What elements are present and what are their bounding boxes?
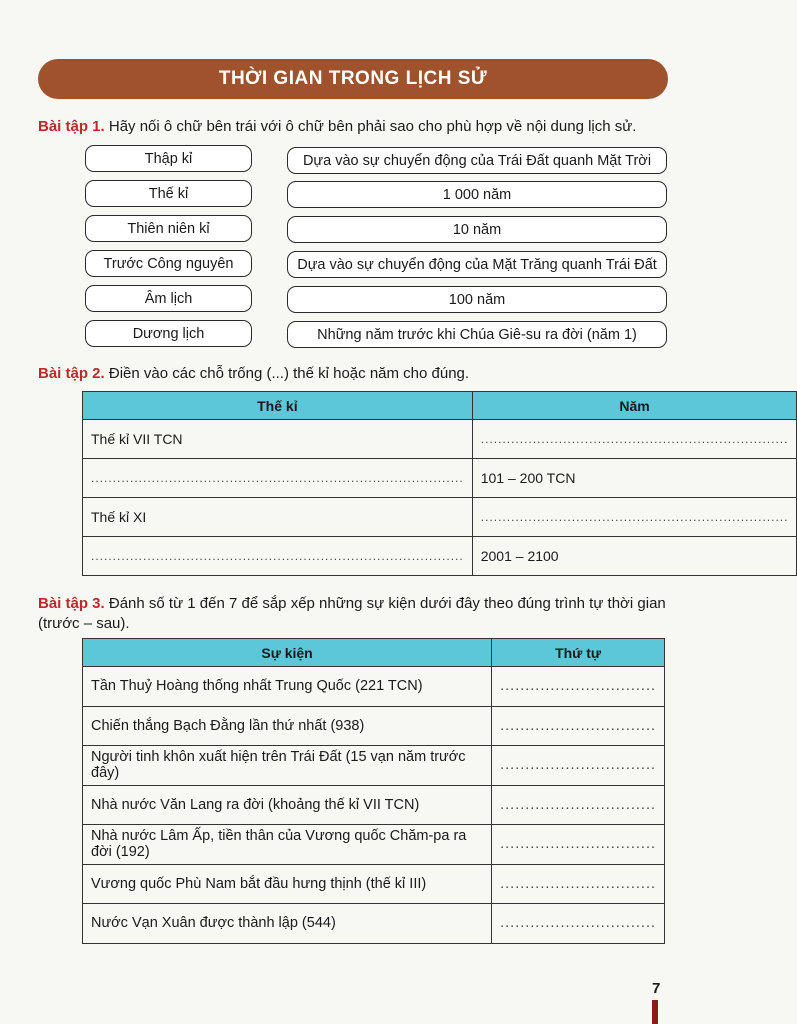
left-box-5[interactable]: Âm lịch — [85, 285, 252, 312]
left-box-4[interactable]: Trước Công nguyên — [85, 250, 252, 277]
right-box-3[interactable]: 10 năm — [287, 216, 667, 243]
exercise-1-text: Hãy nối ô chữ bên trái với ô chữ bên phải sao cho phù hợp về nội dung lịch sử. — [108, 118, 637, 135]
table-row — [83, 864, 665, 904]
table-row — [83, 825, 665, 865]
page-number: 7 — [652, 980, 661, 997]
right-box-1[interactable]: Dựa vào sự chuyển động của Trái Đất quanh Mặt Trời — [287, 147, 667, 174]
table-row — [83, 904, 665, 944]
order-blank[interactable]: ............................... — [492, 864, 665, 904]
table-row — [83, 746, 665, 786]
left-box-3[interactable]: Thiên niên kỉ — [85, 215, 252, 242]
exercise-3-heading — [38, 594, 678, 634]
left-box-6[interactable]: Dương lịch — [85, 320, 252, 347]
event-cell: Tần Thuỷ Hoàng thống nhất Trung Quốc (221 TCN) — [83, 667, 492, 707]
event-cell: Nhà nước Lâm Ấp, tiền thân của Vương quốc Chăm-pa ra đời (192) — [83, 825, 492, 865]
column-header-century: Thế kỉ — [83, 392, 473, 420]
order-blank[interactable]: ............................... — [492, 904, 665, 944]
column-header-event: Sự kiện — [83, 639, 492, 667]
event-cell: Nhà nước Văn Lang ra đời (khoảng thế kỉ VII TCN) — [83, 785, 492, 825]
year-blank[interactable]: ....................................................................... — [472, 498, 797, 537]
year-cell: 2001 – 2100 — [472, 537, 797, 576]
page-title: THỜI GIAN TRONG LỊCH SỬ — [38, 59, 668, 99]
order-blank[interactable]: ............................... — [492, 706, 665, 746]
order-blank[interactable]: ............................... — [492, 746, 665, 786]
century-cell: Thế kỉ VII TCN — [83, 420, 473, 459]
century-year-table — [82, 391, 797, 576]
page-marker-bar — [652, 1000, 658, 1024]
exercise-3-label: Bài tập 3. — [38, 595, 105, 612]
exercise-3-text: Đánh số từ 1 đến 7 để sắp xếp những sự kiện dưới đây theo đúng trình tự thời gian (trước – sau). — [38, 595, 666, 632]
right-box-4[interactable]: Dựa vào sự chuyển động của Mặt Trăng quanh Trái Đất — [287, 251, 667, 278]
column-header-year: Năm — [472, 392, 797, 420]
event-cell: Vương quốc Phù Nam bắt đầu hưng thịnh (thế kỉ III) — [83, 864, 492, 904]
table-row — [83, 667, 665, 707]
order-blank[interactable]: ............................... — [492, 785, 665, 825]
table-row — [83, 785, 665, 825]
exercise-2-heading — [38, 364, 469, 384]
table-row — [83, 459, 797, 498]
right-box-5[interactable]: 100 năm — [287, 286, 667, 313]
exercise-2-label: Bài tập 2. — [38, 365, 105, 382]
year-blank[interactable]: ....................................................................... — [472, 420, 797, 459]
event-cell: Nước Vạn Xuân được thành lập (544) — [83, 904, 492, 944]
exercise-1-heading — [38, 117, 636, 137]
table-row — [83, 420, 797, 459]
event-cell: Người tinh khôn xuất hiện trên Trái Đất (15 vạn năm trước đây) — [83, 746, 492, 786]
century-blank[interactable]: ...................................................................................... — [83, 537, 473, 576]
table-row — [83, 537, 797, 576]
left-box-1[interactable]: Thập kỉ — [85, 145, 252, 172]
left-box-2[interactable]: Thế kỉ — [85, 180, 252, 207]
table-row — [83, 498, 797, 537]
right-box-6[interactable]: Những năm trước khi Chúa Giê-su ra đời (năm 1) — [287, 321, 667, 348]
event-cell: Chiến thắng Bạch Đằng lần thứ nhất (938) — [83, 706, 492, 746]
right-box-2[interactable]: 1 000 năm — [287, 181, 667, 208]
order-blank[interactable]: ............................... — [492, 825, 665, 865]
century-blank[interactable]: ...................................................................................... — [83, 459, 473, 498]
century-cell: Thế kỉ XI — [83, 498, 473, 537]
order-blank[interactable]: ............................... — [492, 667, 665, 707]
table-row — [83, 706, 665, 746]
column-header-order: Thứ tự — [492, 639, 665, 667]
exercise-1-label: Bài tập 1. — [38, 118, 105, 135]
year-cell: 101 – 200 TCN — [472, 459, 797, 498]
exercise-2-text: Điền vào các chỗ trống (...) thế kỉ hoặc năm cho đúng. — [108, 365, 470, 382]
event-order-table — [82, 638, 665, 944]
